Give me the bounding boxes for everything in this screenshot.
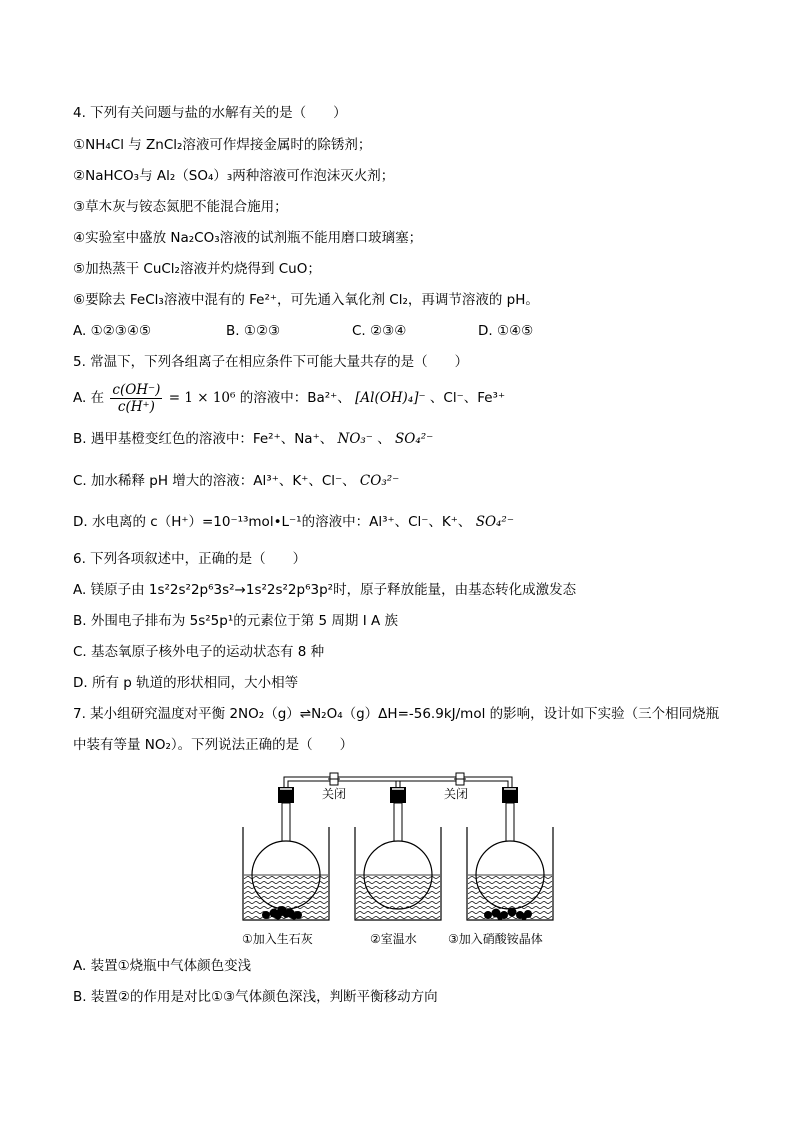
q7-stem-line2: 中装有等量 NO₂）。下列说法正确的是（ ） (73, 737, 354, 753)
valve-left-label: 关闭 (322, 787, 347, 801)
experiment-apparatus-figure (238, 765, 558, 950)
q5-option-b (73, 429, 433, 449)
q5-a-denominator: c(H⁺) (117, 398, 155, 415)
q4-stem: 4. 下列有关问题与盐的水解有关的是（ ） (73, 105, 347, 121)
q6-option-b: B. 外围电子排布为 5s²5p¹的元素位于第 5 周期 I A 族 (73, 613, 399, 629)
q4-option-d: D. ①④⑤ (478, 323, 534, 339)
q5-option-a (73, 381, 505, 415)
q7-option-a: A. 装置①烧瓶中气体颜色变浅 (73, 958, 252, 974)
q4-option-a: A. ①②③④⑤ (73, 323, 152, 339)
q7-stem-line1: 7. 某小组研究温度对平衡 2NO₂（g）⇌N₂O₄（g）ΔH=-56.9kJ/mol 的影响，设计如下实验（三个相同烧瓶 (73, 706, 720, 722)
q5-a-mid: 的溶液中：Ba²⁺、 (239, 390, 351, 406)
q5-c-ion: CO₃²⁻ (359, 473, 400, 489)
q5-b-ion1: NO₃⁻ (337, 431, 373, 447)
q5-c-text: C. 加水稀释 pH 增大的溶液：Al³⁺、K⁺、Cl⁻、 (73, 473, 356, 489)
q6-stem: 6. 下列各项叙述中，正确的是（ ） (73, 551, 307, 567)
q4-item-3: ③草木灰与铵态氮肥不能混合施用； (73, 199, 288, 215)
q5-option-c (73, 471, 399, 491)
valve-right-label: 关闭 (444, 787, 469, 801)
q6-option-a: A. 镁原子由 1s²2s²2p⁶3s²→1s²2s²2p⁶3p²时，原子释放能量，由基态转化成激发态 (73, 582, 577, 598)
q4-option-b: B. ①②③ (226, 323, 281, 339)
q5-a-tail: 、Cl⁻、Fe³⁺ (429, 390, 506, 406)
q5-d-text: D. 水电离的 c（H⁺）=10⁻¹³mol•L⁻¹的溶液中：Al³⁺、Cl⁻、K⁺、 (73, 514, 472, 530)
beaker-1 (243, 787, 329, 920)
valve-left-icon (328, 773, 340, 785)
q4-item-2: ②NaHCO₃与 Al₂（SO₄）₃两种溶液可作泡沫灭火剂； (73, 168, 395, 184)
q4-item-4: ④实验室中盛放 Na₂CO₃溶液的试剂瓶不能用磨口玻璃塞； (73, 230, 423, 246)
caption-1: ①加入生石灰 (242, 932, 313, 946)
q4-option-c: C. ②③④ (352, 323, 407, 339)
q7-option-b: B. 装置②的作用是对比①③气体颜色深浅，判断平衡移动方向 (73, 989, 438, 1005)
q5-option-d (73, 512, 514, 532)
q4-item-1: ①NH₄Cl 与 ZnCl₂溶液可作焊接金属时的除锈剂； (73, 137, 372, 153)
q5-a-ion: [Al(OH)₄]⁻ (355, 390, 426, 406)
q5-d-ion: SO₄²⁻ (475, 514, 514, 530)
q5-b-sep: 、 (377, 431, 391, 447)
q4-item-5: ⑤加热蒸干 CuCl₂溶液并灼烧得到 CuO； (73, 261, 321, 277)
q5-a-fraction (110, 382, 162, 415)
q5-a-prefix: A. 在 (73, 390, 105, 406)
caption-2: ②室温水 (370, 932, 417, 946)
flask-neck-1 (282, 803, 290, 841)
beaker-2 (355, 787, 441, 920)
q5-a-numerator: c(OH⁻) (112, 381, 161, 398)
q5-a-equals: = 1 × 10⁶ (168, 390, 236, 406)
valve-right-icon (454, 773, 466, 785)
q5-b-text: B. 遇甲基橙变红色的溶液中：Fe²⁺、Na⁺、 (73, 431, 334, 447)
q6-option-c: C. 基态氧原子核外电子的运动状态有 8 种 (73, 644, 325, 660)
q6-option-d: D. 所有 p 轨道的形状相同，大小相等 (73, 675, 299, 691)
q4-item-6: ⑥要除去 FeCl₃溶液中混有的 Fe²⁺，可先通入氧化剂 Cl₂，再调节溶液的 pH。 (73, 292, 539, 308)
flask-neck-3 (506, 803, 514, 841)
q5-b-ion2: SO₄²⁻ (395, 431, 434, 447)
flask-neck-2 (394, 803, 402, 841)
q5-stem: 5. 常温下，下列各组离子在相应条件下可能大量共存的是（ ） (73, 354, 469, 370)
beaker-3 (467, 787, 553, 920)
caption-3: ③加入硝酸铵晶体 (448, 932, 543, 946)
